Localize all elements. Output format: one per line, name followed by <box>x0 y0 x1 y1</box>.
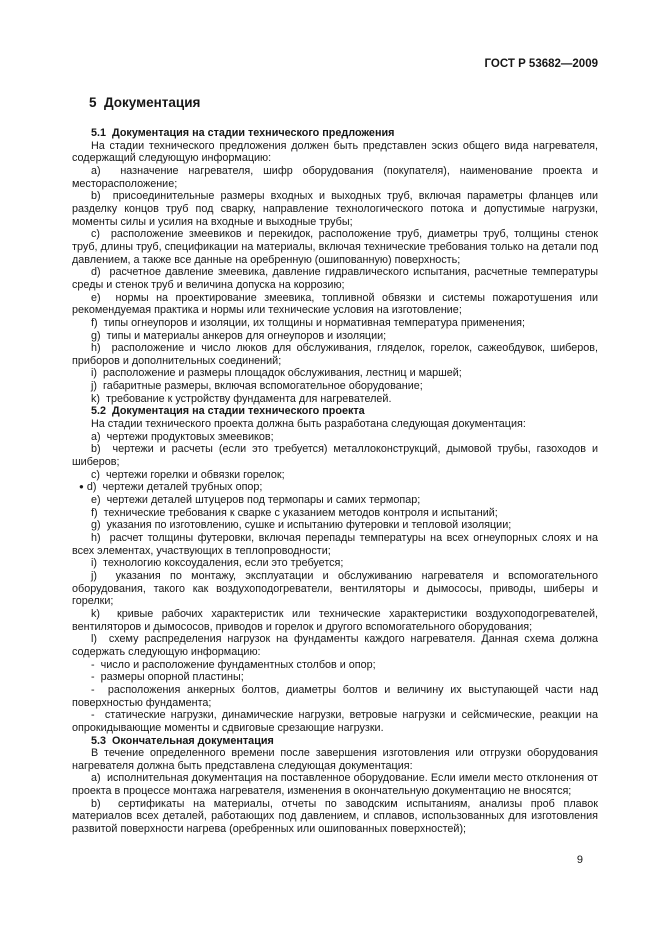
page-number: 9 <box>576 854 583 866</box>
paragraph: - число и расположение фундаментных столбов и опор; <box>91 658 376 671</box>
paragraph: k) требование к устройству фундамента для нагревателей. <box>91 392 392 405</box>
paragraph: - размеры опорной пластины; <box>91 671 244 684</box>
paragraph: В течение определенного времени после завершения изготовления или отгрузки оборудования нагревателя должна быть представлена следующая документация: <box>72 747 598 772</box>
paragraph: На стадии технического проекта должна быть разработана следующая документация: <box>91 418 526 431</box>
paragraph: a) назначение нагревателя, шифр оборудования (покупателя), наименование проекта и месторасположение; <box>72 164 598 190</box>
paragraph: - расположения анкерных болтов, диаметры болтов и величину их выступающей части над поверхностью фундамента; <box>72 683 598 709</box>
section-subheading: 5.2 Документация на стадии технического проекта <box>91 405 365 418</box>
paragraph: j) указания по монтажу, эксплуатации и обслуживанию нагревателя и вспомогательного оборудования, такого как воздухоподогреватели, вентиляторы и дымососы, приводы, шиберы и горелки; <box>72 569 598 608</box>
section-subheading: 5.1 Документация на стадии технического предложения <box>91 127 395 139</box>
paragraph: a) исполнительная документация на поставленное оборудование. Если имели место отклонения от проекта в процессе монтажа нагревателя, изменения в окончательную документацию не вносятся; <box>72 772 598 798</box>
paragraph: ● d) чертежи деталей трубных опор; <box>79 481 263 494</box>
paragraph: c) чертежи горелки и обвязки горелок; <box>91 468 285 481</box>
paragraph: g) указания по изготовлению, сушке и испытанию футеровки и тепловой изоляции; <box>91 519 512 532</box>
paragraph: i) технологию коксоудаления, если это требуется; <box>91 557 344 570</box>
doc-code-header: ГОСТ Р 53682—2009 <box>484 58 598 70</box>
bullet-icon: ● <box>79 482 84 492</box>
paragraph: f) технические требования к сварке с указанием методов контроля и испытаний; <box>91 506 498 519</box>
paragraph: c) расположение змеевиков и перекидок, расположение труб, диаметры труб, толщины стенок труб, длины труб, спецификации на материалы, включая технические требования только на детали под давлением, а также все данные на оребренную (ошипованную) поверхность; <box>72 228 598 266</box>
paragraph: i) расположение и размеры площадок обслуживания, лестниц и маршей; <box>91 367 462 380</box>
paragraph: l) схему распределения нагрузок на фундаменты каждого нагревателя. Данная схема должна содержать следующую информацию: <box>72 633 598 658</box>
section-subheading: 5.3 Окончательная документация <box>91 734 274 747</box>
paragraph: b) чертежи и расчеты (если это требуется) металлоконструкций, дымовой трубы, газоходов и шиберов; <box>72 443 598 469</box>
section-title: 5 Документация <box>89 95 201 110</box>
paragraph: - статические нагрузки, динамические нагрузки, ветровые нагрузки и сейсмические, реакции на опрокидывающие моменты и сдвиговые срезающие нагрузки. <box>72 709 598 734</box>
paragraph: e) чертежи деталей штуцеров под термопары и самих термопар; <box>91 494 421 507</box>
paragraph: h) расчет толщины футеровки, включая перепады температуры на всех огнеупорных слоях и на всех элементах, участвующих в теплопроводности; <box>72 532 598 557</box>
paragraph: f) типы огнеупоров и изоляции, их толщины и нормативная температура применения; <box>91 316 526 329</box>
paragraph: На стадии технического предложения должен быть представлен эскиз общего вида нагревателя, содержащий следующую информацию: <box>72 139 598 165</box>
paragraph: g) типы и материалы анкеров для огнеупоров и изоляции; <box>91 329 387 342</box>
paragraph: e) нормы на проектирование змеевика, топливной обвязки и системы пожаротушения или рекомендуемая практика и нормы или технические условия на изготовление; <box>72 291 598 317</box>
paragraph: d) расчетное давление змеевика, давление гидравлического испытания, расчетные температуры среды и стенок труб и величина допуска на коррозию; <box>72 266 598 291</box>
paragraph: j) габаритные размеры, включая вспомогательное оборудование; <box>91 380 423 393</box>
paragraph: b) присоединительные размеры входных и выходных труб, включая параметры фланцев или разделку концов труб под сварку, направление технологического потока и допустимые нагрузки, моменты силы и усилия на входные и выходные трубы; <box>72 190 598 228</box>
paragraph: a) чертежи продуктовых змеевиков; <box>91 430 274 443</box>
paragraph: b) сертификаты на материалы, отчеты по заводским испытаниям, анализы проб плавок материалов всех деталей, работающих под давлением, и сплавов, использованных для изготовления развитой поверхности нагрева (оребренных или ошипованных поверхностей); <box>72 797 598 836</box>
paragraph: h) расположение и число люков для обслуживания, гляделок, горелок, сажеобдувок, шиберов, приборов и дополнительных соединений; <box>72 342 598 367</box>
paragraph: k) кривые рабочих характеристик или технические характеристики воздухоподогревателей, вентиляторов и дымососов, приводов и горелок и другого вспомогательного оборудования; <box>72 607 598 633</box>
document-content <box>72 127 598 836</box>
